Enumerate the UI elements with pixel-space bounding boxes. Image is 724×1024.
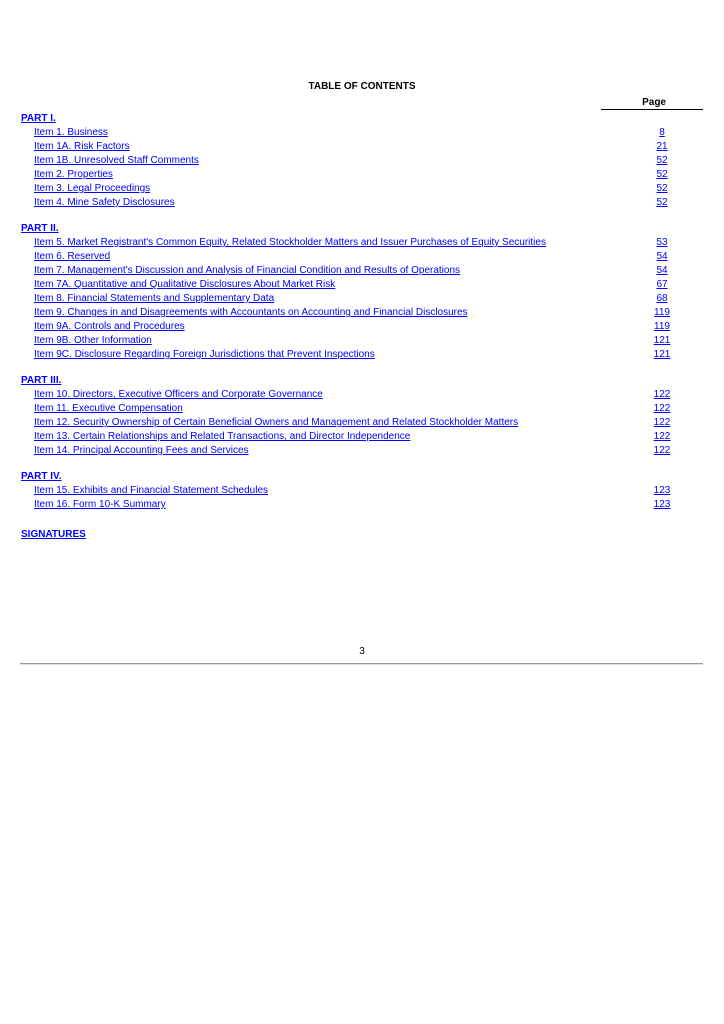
toc-item-link[interactable]: Item 9C. Disclosure Regarding Foreign Jurisdictions that Prevent Inspections <box>34 349 375 360</box>
toc-item-link[interactable]: Item 10. Directors, Executive Officers and Corporate Governance <box>34 389 323 400</box>
toc-page-link[interactable]: 52 <box>656 155 668 166</box>
page-divider <box>20 663 703 665</box>
toc-page-link[interactable]: 67 <box>656 279 668 290</box>
toc-part <box>21 222 703 362</box>
toc-row <box>21 388 703 402</box>
toc-part <box>21 470 703 512</box>
toc-item-link[interactable]: Item 7A. Quantitative and Qualitative Disclosures About Market Risk <box>34 279 336 290</box>
toc-row <box>21 416 703 430</box>
toc-title: TABLE OF CONTENTS <box>308 81 416 92</box>
toc-row <box>21 182 703 196</box>
toc-item-link[interactable]: Item 2. Properties <box>34 169 113 180</box>
toc-page-link[interactable]: 122 <box>653 431 671 442</box>
toc-row <box>21 278 703 292</box>
toc-item-link[interactable]: Item 9A. Controls and Procedures <box>34 321 185 332</box>
part-2-link[interactable]: PART II. <box>21 223 59 234</box>
toc-item-link[interactable]: Item 6. Reserved <box>34 251 111 262</box>
toc-page-link[interactable]: 123 <box>653 485 671 496</box>
toc-row <box>21 320 703 334</box>
toc-item-link[interactable]: Item 12. Security Ownership of Certain Beneficial Owners and Management and Related Stockholder Matters <box>34 417 519 428</box>
toc-page-link[interactable]: 52 <box>656 183 668 194</box>
toc-row <box>21 430 703 444</box>
part-4-link[interactable]: PART IV. <box>21 471 62 482</box>
toc-row <box>21 306 703 320</box>
toc-part <box>21 374 703 458</box>
toc-row <box>21 402 703 416</box>
toc-item-link[interactable]: Item 4. Mine Safety Disclosures <box>34 197 175 208</box>
toc-page-link[interactable]: 68 <box>656 293 668 304</box>
page-column-header: Page <box>601 97 703 110</box>
toc-item-link[interactable]: Item 7. Management's Discussion and Analysis of Financial Condition and Results of Operations <box>34 265 461 276</box>
toc-item-link[interactable]: Item 9. Changes in and Disagreements with Accountants on Accounting and Financial Disclosures <box>34 307 468 318</box>
toc-page-link[interactable]: 119 <box>654 307 670 318</box>
toc-page-link[interactable]: 53 <box>656 237 668 248</box>
toc-page-link[interactable]: 52 <box>656 197 668 208</box>
toc-row <box>21 292 703 306</box>
toc-part <box>21 112 703 210</box>
toc-item-link[interactable]: Item 13. Certain Relationships and Related Transactions, and Director Independence <box>34 431 411 442</box>
toc-row <box>21 498 703 512</box>
toc-item-link[interactable]: Item 8. Financial Statements and Supplementary Data <box>34 293 275 304</box>
toc-page-link[interactable]: 121 <box>653 335 671 346</box>
toc-page-link[interactable]: 119 <box>654 321 670 332</box>
toc-row <box>21 250 703 264</box>
toc-item-link[interactable]: Item 16. Form 10-K Summary <box>34 499 166 510</box>
toc-row <box>21 348 703 362</box>
toc-item-link[interactable]: Item 14. Principal Accounting Fees and Services <box>34 445 249 456</box>
part-1-link[interactable]: PART I. <box>21 113 56 124</box>
toc-row <box>21 126 703 140</box>
toc-page-link[interactable]: 122 <box>653 417 671 428</box>
toc-page-link[interactable]: 54 <box>656 251 668 262</box>
toc-page-link[interactable]: 8 <box>659 127 665 138</box>
toc-row <box>21 168 703 182</box>
toc-page-link[interactable]: 52 <box>656 169 668 180</box>
signatures-link[interactable]: SIGNATURES <box>21 529 86 540</box>
toc-row <box>21 264 703 278</box>
toc-page-link[interactable]: 122 <box>653 403 671 414</box>
toc-page-link[interactable]: 121 <box>653 349 671 360</box>
toc-page-link[interactable]: 54 <box>656 265 668 276</box>
toc-item-link[interactable]: Item 11. Executive Compensation <box>34 403 183 414</box>
toc-row <box>21 236 703 250</box>
toc-item-link[interactable]: Item 15. Exhibits and Financial Statement Schedules <box>34 485 269 496</box>
toc-item-link[interactable]: Item 1B. Unresolved Staff Comments <box>34 155 199 166</box>
part-3-link[interactable]: PART III. <box>21 375 62 386</box>
page-number: 3 <box>359 646 365 657</box>
toc-page-link[interactable]: 21 <box>656 141 668 152</box>
toc-page-link[interactable]: 122 <box>653 445 671 456</box>
toc-item-link[interactable]: Item 9B. Other Information <box>34 335 152 346</box>
toc-row <box>21 444 703 458</box>
toc-item-link[interactable]: Item 1A. Risk Factors <box>34 141 130 152</box>
toc-row <box>21 154 703 168</box>
toc-page-link[interactable]: 122 <box>653 389 671 400</box>
toc-row <box>21 484 703 498</box>
toc-item-link[interactable]: Item 1. Business <box>34 127 108 138</box>
toc-list <box>21 112 703 542</box>
toc-row <box>21 140 703 154</box>
toc-page-link[interactable]: 123 <box>653 499 671 510</box>
toc-row <box>21 196 703 210</box>
toc-row <box>21 334 703 348</box>
toc-item-link[interactable]: Item 5. Market Registrant's Common Equity, Related Stockholder Matters and Issuer Purchases of Equity Securities <box>34 237 546 248</box>
toc-item-link[interactable]: Item 3. Legal Proceedings <box>34 183 151 194</box>
